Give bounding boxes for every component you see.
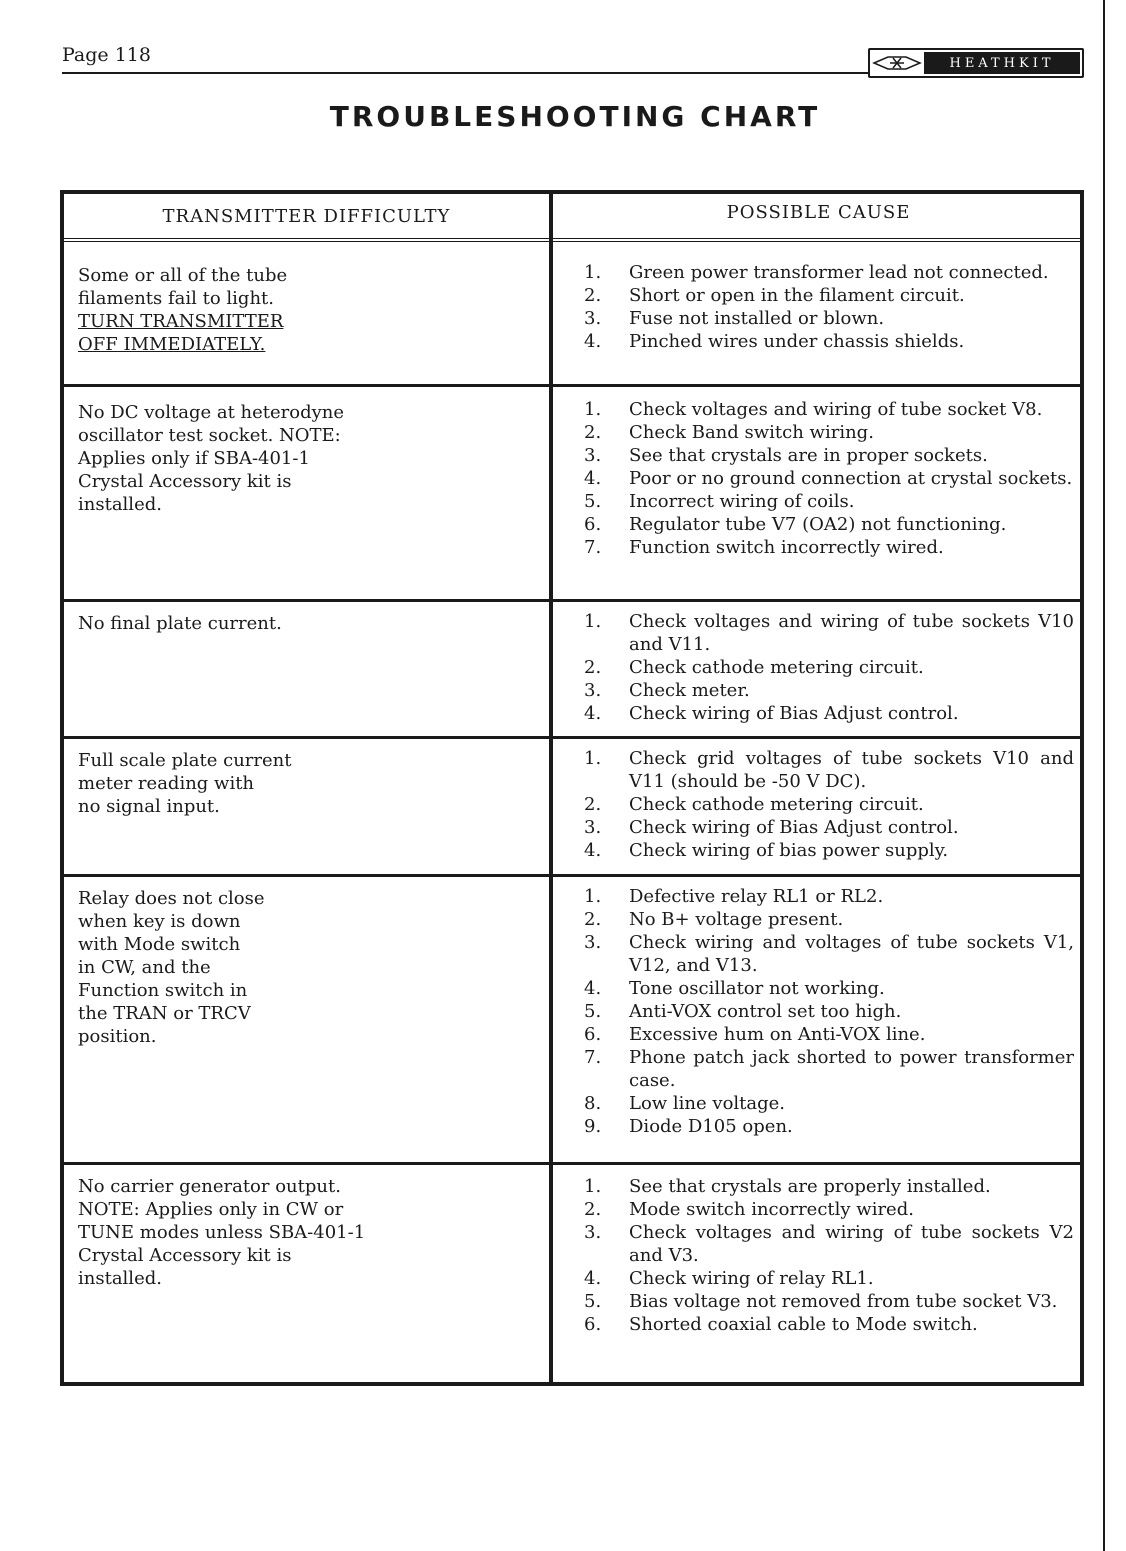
difficulty-line: filaments fail to light. xyxy=(78,288,275,309)
difficulty-cell xyxy=(78,612,408,635)
cause-item xyxy=(584,679,1074,702)
cause-text: Check grid voltages of tube sockets V10 and V11 (should be -50 V DC). xyxy=(629,748,1074,792)
cause-item xyxy=(584,330,1074,353)
cause-item xyxy=(584,444,1074,467)
difficulty-line: TUNE modes unless SBA-401-1 xyxy=(78,1222,366,1243)
troubleshooting-table xyxy=(60,190,1084,1386)
cause-number: 6. xyxy=(584,1024,602,1045)
cause-number: 3. xyxy=(584,680,602,701)
cause-number: 3. xyxy=(584,445,602,466)
cause-item xyxy=(584,610,1074,656)
heathkit-emblem-icon xyxy=(870,52,924,74)
cause-number: 2. xyxy=(584,285,602,306)
cause-number: 1. xyxy=(584,611,602,632)
cause-text: Check cathode metering circuit. xyxy=(629,657,924,678)
table-row xyxy=(64,874,1080,1164)
difficulty-line: Crystal Accessory kit is xyxy=(78,1245,292,1266)
cause-text: No B+ voltage present. xyxy=(629,909,844,930)
cause-number: 2. xyxy=(584,794,602,815)
difficulty-cell xyxy=(78,887,408,1048)
page-number: Page 118 xyxy=(62,44,151,66)
cause-text: Poor or no ground connection at crystal sockets. xyxy=(629,468,1073,489)
cause-number: 4. xyxy=(584,978,602,999)
cause-number: 1. xyxy=(584,748,602,769)
cause-text: Short or open in the filament circuit. xyxy=(629,285,965,306)
cause-item xyxy=(584,656,1074,679)
cause-text: Phone patch jack shorted to power transformer case. xyxy=(629,1047,1074,1091)
cause-item xyxy=(584,931,1074,977)
cause-number: 1. xyxy=(584,1176,602,1197)
cause-list xyxy=(584,610,1074,725)
cause-text: Incorrect wiring of coils. xyxy=(629,491,855,512)
cause-item xyxy=(584,816,1074,839)
cause-item xyxy=(584,1313,1074,1336)
difficulty-line: meter reading with xyxy=(78,773,255,794)
cause-text: Check cathode metering circuit. xyxy=(629,794,924,815)
cause-number: 3. xyxy=(584,308,602,329)
difficulty-line: in CW, and the xyxy=(78,957,211,978)
cause-item xyxy=(584,1267,1074,1290)
difficulty-line: Crystal Accessory kit is xyxy=(78,471,292,492)
cause-item xyxy=(584,398,1074,421)
page-edge-line xyxy=(1103,0,1105,1551)
cause-item xyxy=(584,536,1074,559)
cause-text: Mode switch incorrectly wired. xyxy=(629,1199,914,1220)
cause-number: 4. xyxy=(584,1268,602,1289)
table-row xyxy=(64,1162,1080,1386)
difficulty-line: Full scale plate current xyxy=(78,750,292,771)
difficulty-line: Applies only if SBA-401-1 xyxy=(78,448,310,469)
cause-number: 4. xyxy=(584,331,602,352)
cause-number: 6. xyxy=(584,514,602,535)
cause-item xyxy=(584,1198,1074,1221)
heathkit-wordmark: HEATHKIT xyxy=(924,52,1080,74)
cause-text: Check wiring of relay RL1. xyxy=(629,1268,874,1289)
cause-text: See that crystals are in proper sockets. xyxy=(629,445,988,466)
difficulty-line: No carrier generator output. xyxy=(78,1176,341,1197)
difficulty-line: position. xyxy=(78,1026,157,1047)
cause-number: 7. xyxy=(584,537,602,558)
cause-number: 4. xyxy=(584,468,602,489)
difficulty-cell xyxy=(78,401,408,516)
cause-text: Check voltages and wiring of tube sockets V2 and V3. xyxy=(629,1222,1074,1266)
cause-list xyxy=(584,261,1074,353)
cause-item xyxy=(584,908,1074,931)
cause-item xyxy=(584,1023,1074,1046)
heathkit-logo xyxy=(868,48,1084,78)
cause-number: 1. xyxy=(584,262,602,283)
cause-text: Check wiring of Bias Adjust control. xyxy=(629,703,959,724)
cause-number: 4. xyxy=(584,840,602,861)
cause-text: Check voltages and wiring of tube socket V8. xyxy=(629,399,1043,420)
cause-number: 4. xyxy=(584,703,602,724)
cause-item xyxy=(584,1115,1074,1138)
cause-text: Defective relay RL1 or RL2. xyxy=(629,886,884,907)
cause-number: 2. xyxy=(584,1199,602,1220)
cause-text: Check wiring and voltages of tube sockets V1, V12, and V13. xyxy=(629,932,1074,976)
cause-item xyxy=(584,513,1074,536)
cause-item xyxy=(584,1175,1074,1198)
cause-number: 5. xyxy=(584,1291,602,1312)
difficulty-line: Relay does not close xyxy=(78,888,265,909)
cause-item xyxy=(584,284,1074,307)
difficulty-cell xyxy=(78,264,408,356)
cause-text: Pinched wires under chassis shields. xyxy=(629,331,965,352)
cause-item xyxy=(584,747,1074,793)
cause-item xyxy=(584,839,1074,862)
difficulty-line: NOTE: Applies only in CW or xyxy=(78,1199,344,1220)
cause-text: See that crystals are properly installed. xyxy=(629,1176,991,1197)
header-rule xyxy=(62,72,870,74)
cause-list xyxy=(584,747,1074,862)
difficulty-line: no signal input. xyxy=(78,796,220,817)
difficulty-line: Some or all of the tube xyxy=(78,265,288,286)
cause-item xyxy=(584,885,1074,908)
difficulty-cell xyxy=(78,749,408,818)
difficulty-line: No DC voltage at heterodyne xyxy=(78,402,345,423)
cause-number: 2. xyxy=(584,422,602,443)
cause-text: Check meter. xyxy=(629,680,750,701)
table-header xyxy=(64,194,1080,242)
cause-item xyxy=(584,1046,1074,1092)
cause-text: Regulator tube V7 (OA2) not functioning. xyxy=(629,514,1007,535)
cause-text: Anti-VOX control set too high. xyxy=(629,1001,902,1022)
header-possible-cause: POSSIBLE CAUSE xyxy=(726,202,911,223)
table-row xyxy=(64,599,1080,739)
cause-text: Check Band switch wiring. xyxy=(629,422,874,443)
difficulty-cell xyxy=(78,1175,408,1290)
cause-text: Green power transformer lead not connected. xyxy=(629,262,1049,283)
difficulty-line: No final plate current. xyxy=(78,613,282,634)
cause-item xyxy=(584,261,1074,284)
cause-item xyxy=(584,977,1074,1000)
cause-item xyxy=(584,490,1074,513)
cause-text: Shorted coaxial cable to Mode switch. xyxy=(629,1314,978,1335)
page-title: TROUBLESHOOTING CHART xyxy=(329,100,821,133)
cause-number: 2. xyxy=(584,909,602,930)
cause-item xyxy=(584,421,1074,444)
cause-item xyxy=(584,1092,1074,1115)
table-row xyxy=(64,384,1080,602)
difficulty-line: the TRAN or TRCV xyxy=(78,1003,251,1024)
cause-number: 5. xyxy=(584,1001,602,1022)
warning-line: OFF IMMEDIATELY. xyxy=(78,334,266,355)
cause-text: Function switch incorrectly wired. xyxy=(629,537,944,558)
cause-list xyxy=(584,1175,1074,1336)
cause-number: 1. xyxy=(584,399,602,420)
difficulty-line: oscillator test socket. NOTE: xyxy=(78,425,341,446)
cause-text: Check voltages and wiring of tube sockets V10 and V11. xyxy=(629,611,1074,655)
cause-item xyxy=(584,1290,1074,1313)
cause-number: 7. xyxy=(584,1047,602,1068)
table-row xyxy=(64,736,1080,876)
cause-list xyxy=(584,885,1074,1138)
cause-item xyxy=(584,467,1074,490)
difficulty-line: installed. xyxy=(78,1268,162,1289)
cause-number: 3. xyxy=(584,932,602,953)
cause-item xyxy=(584,702,1074,725)
cause-text: Excessive hum on Anti-VOX line. xyxy=(629,1024,926,1045)
cause-number: 3. xyxy=(584,1222,602,1243)
cause-number: 1. xyxy=(584,886,602,907)
difficulty-line: Function switch in xyxy=(78,980,248,1001)
cause-item xyxy=(584,307,1074,330)
cause-text: Check wiring of Bias Adjust control. xyxy=(629,817,959,838)
difficulty-line: installed. xyxy=(78,494,162,515)
cause-text: Bias voltage not removed from tube socket V3. xyxy=(629,1291,1058,1312)
cause-number: 8. xyxy=(584,1093,602,1114)
difficulty-line: with Mode switch xyxy=(78,934,241,955)
cause-list xyxy=(584,398,1074,559)
cause-text: Fuse not installed or blown. xyxy=(629,308,885,329)
cause-text: Low line voltage. xyxy=(629,1093,786,1114)
cause-text: Tone oscillator not working. xyxy=(629,978,885,999)
cause-text: Diode D105 open. xyxy=(629,1116,793,1137)
header-transmitter-difficulty: TRANSMITTER DIFFICULTY xyxy=(162,206,451,227)
cause-text: Check wiring of bias power supply. xyxy=(629,840,949,861)
cause-number: 6. xyxy=(584,1314,602,1335)
table-row xyxy=(64,246,1080,388)
cause-number: 3. xyxy=(584,817,602,838)
cause-item xyxy=(584,1221,1074,1267)
cause-number: 2. xyxy=(584,657,602,678)
difficulty-line: when key is down xyxy=(78,911,241,932)
warning-line: TURN TRANSMITTER xyxy=(78,311,284,332)
cause-number: 5. xyxy=(584,491,602,512)
cause-item xyxy=(584,1000,1074,1023)
cause-item xyxy=(584,793,1074,816)
cause-number: 9. xyxy=(584,1116,602,1137)
